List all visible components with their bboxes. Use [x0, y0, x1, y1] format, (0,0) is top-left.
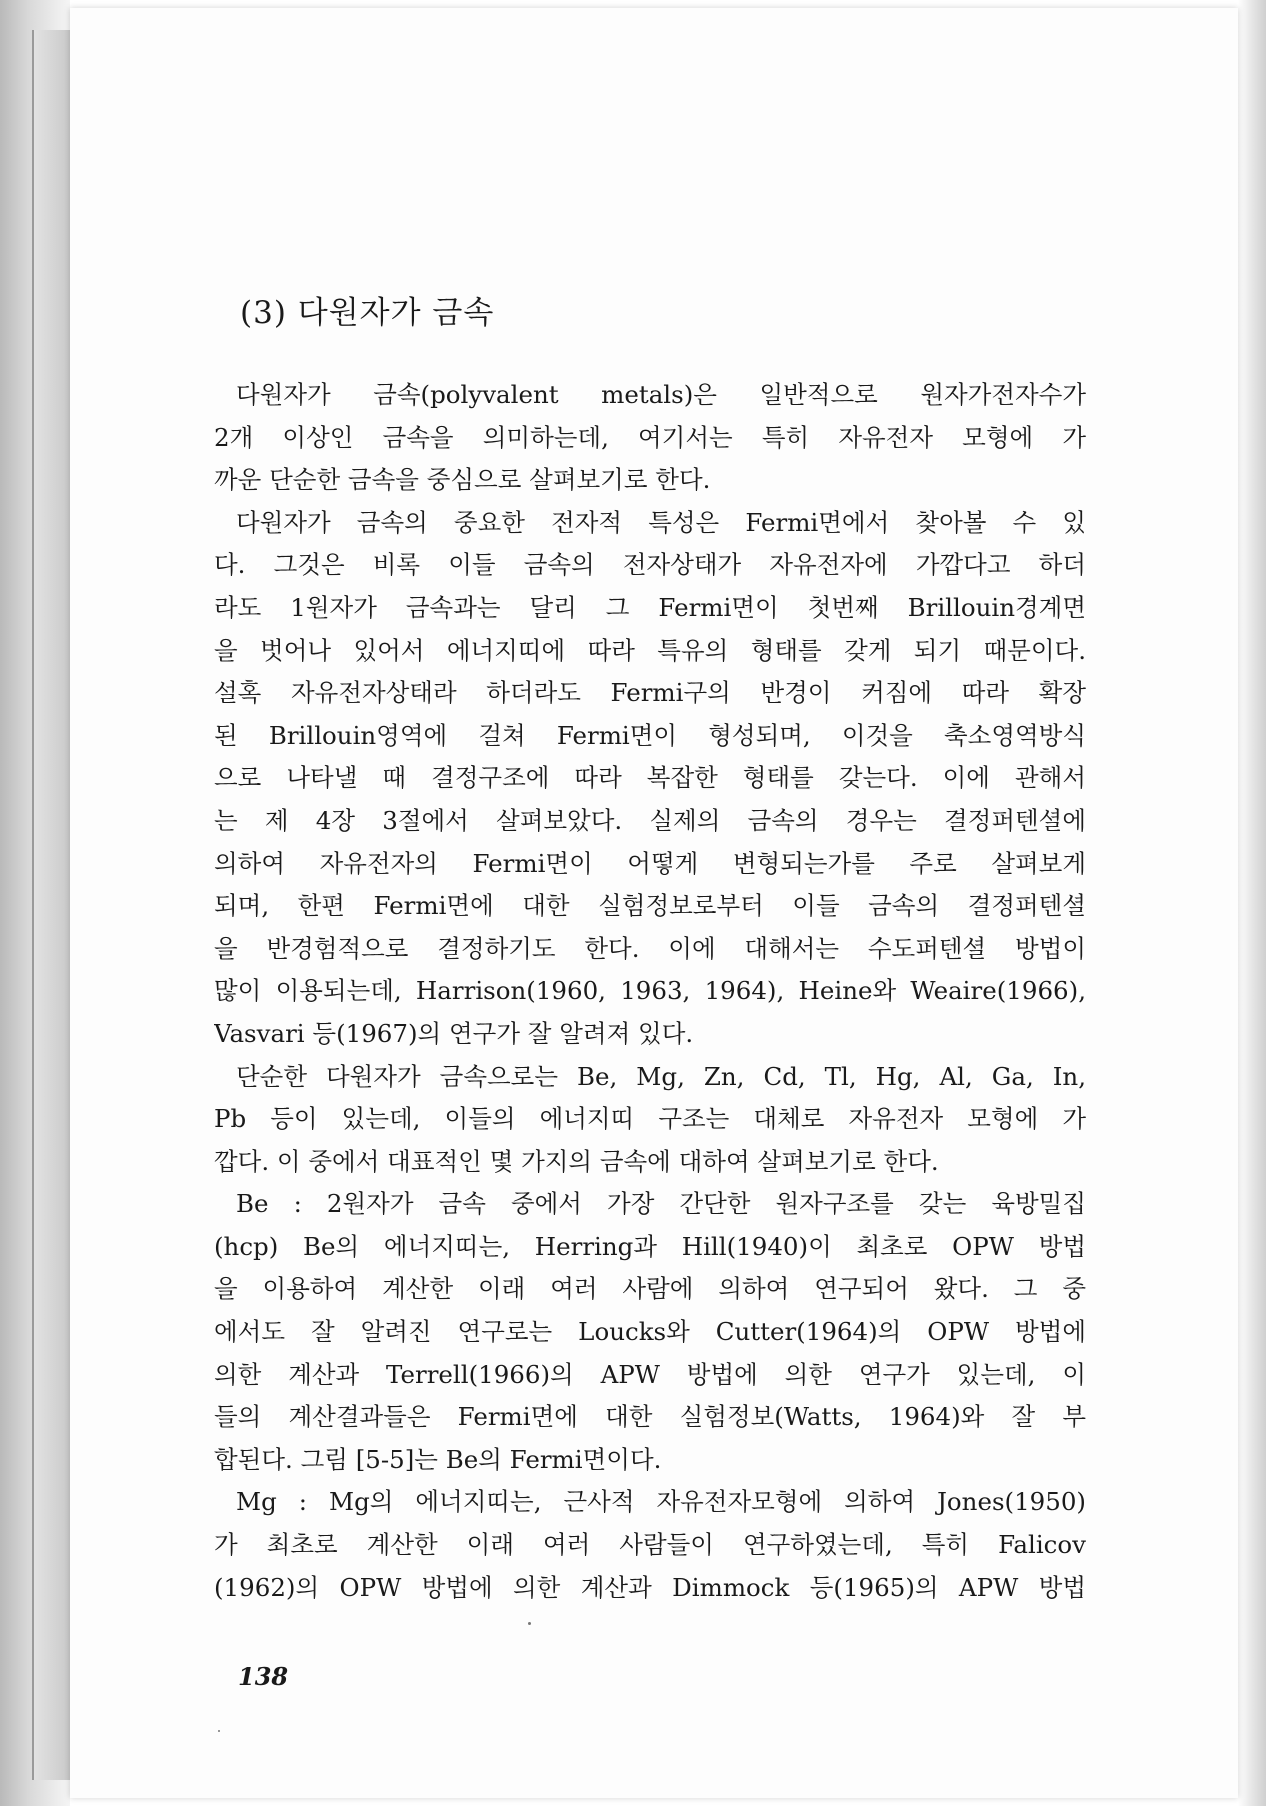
book-right-edge — [1238, 0, 1266, 1806]
text-line: 는 제 4장 3절에서 살펴보았다. 실제의 금속의 경우는 결정퍼텐셜에 — [214, 805, 1086, 835]
book-spine-shadow — [32, 30, 72, 1780]
text-line: Vasvari 등(1967)의 연구가 잘 알려져 있다. — [214, 1018, 694, 1048]
text-line: 설혹 자유전자상태라 하더라도 Fermi구의 반경이 커짐에 따라 확장 — [214, 678, 1086, 708]
text-line: 라도 1원자가 금속과는 달리 그 Fermi면이 첫번째 Brillouin경계면 — [214, 592, 1086, 622]
text-line: 의하여 자유전자의 Fermi면이 어떻게 변형되는가를 주로 살펴보게 — [214, 848, 1086, 878]
text-line: 단순한 다원자가 금속으로는 Be, Mg, Zn, Cd, Tl, Hg, Al, Ga, In, — [236, 1061, 1086, 1091]
text-line: Pb 등이 있는데, 이들의 에너지띠 구조는 대체로 자유전자 모형에 가 — [214, 1104, 1086, 1134]
text-line: 을 벗어나 있어서 에너지띠에 따라 특유의 형태를 갖게 되기 때문이다. — [214, 635, 1086, 665]
text-line: 가 최초로 계산한 이래 여러 사람들이 연구하였는데, 특히 Falicov — [214, 1530, 1086, 1560]
text-line: (1962)의 OPW 방법에 의한 계산과 Dimmock 등(1965)의 APW 방법 — [214, 1572, 1086, 1602]
text-line: 들의 계산결과들은 Fermi면에 대한 실험정보(Watts, 1964)와 잘 부 — [214, 1402, 1086, 1432]
body-text — [214, 374, 1086, 1609]
text-line: 으로 나타낼 때 결정구조에 따라 복잡한 형태를 갖는다. 이에 관해서 — [214, 763, 1086, 793]
page-number: 138 — [238, 1662, 289, 1691]
text-line: 다원자가 금속의 중요한 전자적 특성은 Fermi면에서 찾아볼 수 있 — [236, 507, 1086, 537]
text-line: 까운 단순한 금속을 중심으로 살펴보기로 한다. — [214, 465, 711, 495]
text-line: 되며, 한편 Fermi면에 대한 실험정보로부터 이들 금속의 결정퍼텐셜 — [214, 891, 1086, 921]
text-line: (hcp) Be의 에너지띠는, Herring과 Hill(1940)이 최초로 OPW 방법 — [214, 1231, 1086, 1261]
text-line: 에서도 잘 알려진 연구로는 Loucks와 Cutter(1964)의 OPW 방법에 — [214, 1317, 1086, 1347]
text-line: 을 반경험적으로 결정하기도 한다. 이에 대해서는 수도퍼텐셜 방법이 — [214, 933, 1086, 963]
text-line: 다. 그것은 비록 이들 금속의 전자상태가 자유전자에 가깝다고 하더 — [214, 550, 1086, 580]
text-line: 을 이용하여 계산한 이래 여러 사람에 의하여 연구되어 왔다. 그 중 — [214, 1274, 1086, 1304]
section-heading: (3) 다원자가 금속 — [240, 295, 495, 331]
dust-speck — [218, 1730, 220, 1732]
dust-speck — [528, 1622, 531, 1625]
text-line: Be : 2원자가 금속 중에서 가장 간단한 원자구조를 갖는 육방밀집 — [236, 1189, 1086, 1219]
text-line: Mg : Mg의 에너지띠는, 근사적 자유전자모형에 의하여 Jones(1950) — [236, 1487, 1086, 1517]
text-line: 깝다. 이 중에서 대표적인 몇 가지의 금속에 대하여 살펴보기로 한다. — [214, 1146, 939, 1176]
text-line: 의한 계산과 Terrell(1966)의 APW 방법에 의한 연구가 있는데, 이 — [214, 1359, 1086, 1389]
text-line: 다원자가 금속(polyvalent metals)은 일반적으로 원자가전자수가 — [236, 380, 1086, 409]
text-line: 많이 이용되는데, Harrison(1960, 1963, 1964), Heine와 Weaire(1966), — [214, 976, 1086, 1006]
book-left-edge — [0, 0, 70, 1806]
text-line: 된 Brillouin영역에 걸쳐 Fermi면이 형성되며, 이것을 축소영역방식 — [214, 720, 1086, 750]
text-line: 2개 이상인 금속을 의미하는데, 여기서는 특히 자유전자 모형에 가 — [214, 422, 1086, 452]
text-line: 합된다. 그림 [5-5]는 Be의 Fermi면이다. — [214, 1444, 662, 1474]
